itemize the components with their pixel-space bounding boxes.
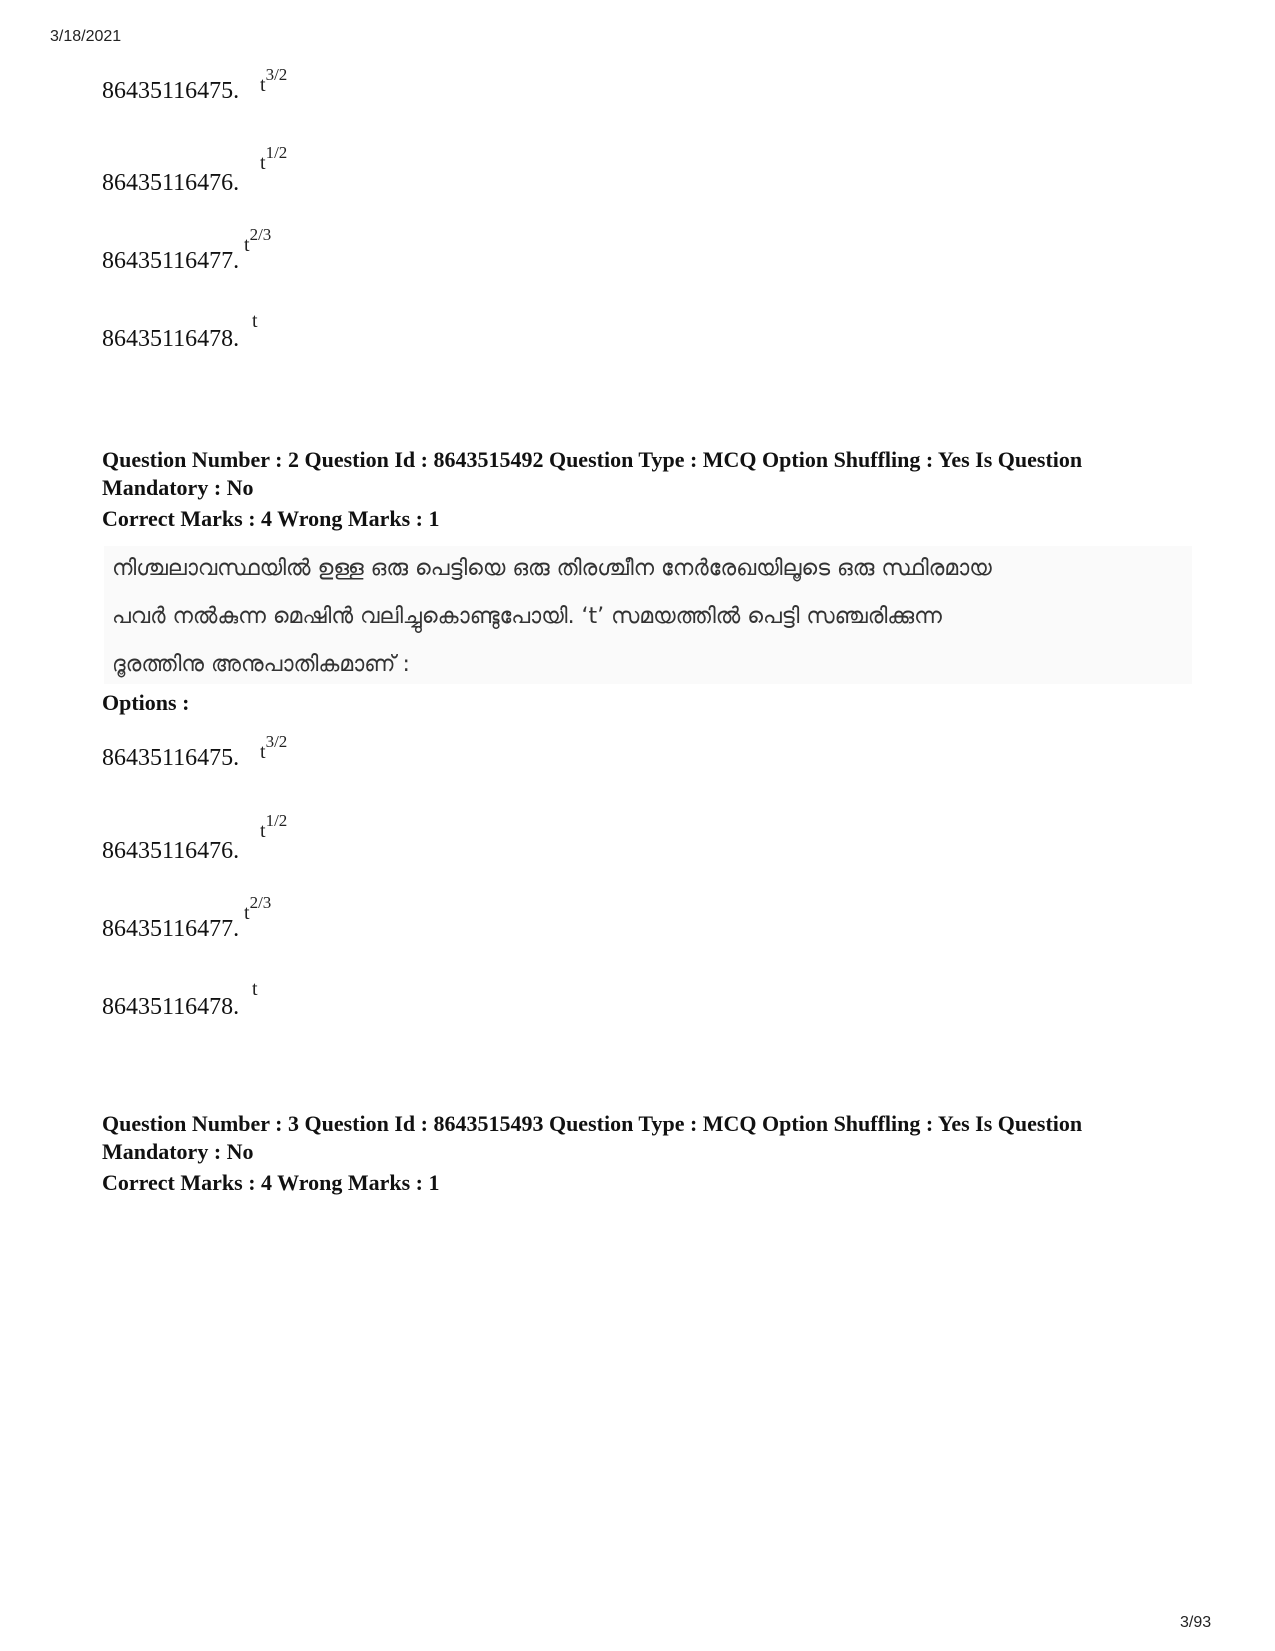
option-math: $t^{1/2}$ [260,143,288,174]
option-math: $t^{3/2}$ [260,732,288,763]
option-id: 86435116477. [102,248,240,274]
options-label: Options : [102,690,190,715]
option-id: 86435116476. [102,170,240,196]
option-math: t [252,978,258,1000]
option-id: 86435116478. [102,994,240,1020]
option-math: t [252,310,258,332]
option-id: 86435116475. [102,745,240,771]
question-2-header: Question Number : 2 Question Id : 8643515492 Question Type : MCQ Option Shuffling : Yes Is Question Mandatory : No [102,447,1083,500]
option-math: $t^{2/3}$ [244,893,272,924]
question-text-line: ദൂരത്തിനു അനുപാതികമാണ് : [112,652,410,677]
question-text-line: നിശ്ചലാവസ്ഥയിൽ ഉള്ള ഒരു പെട്ടിയെ ഒരു തിരശ്ചീന നേർരേഖയിലൂടെ ഒരു സ്ഥിരമായ [112,556,992,581]
page-number: 3/93 [1180,1614,1212,1631]
option-math: $t^{2/3}$ [244,225,272,256]
print-date: 3/18/2021 [50,28,122,45]
question-2-marks: Correct Marks : 4 Wrong Marks : 1 [102,506,440,531]
option-id: 86435116476. [102,838,240,864]
option-id: 86435116478. [102,326,240,352]
option-math: $t^{1/2}$ [260,811,288,842]
question-3-header: Question Number : 3 Question Id : 8643515493 Question Type : MCQ Option Shuffling : Yes Is Question Mandatory : No [102,1111,1083,1164]
option-math: $t^{3/2}$ [260,65,288,96]
question-3-marks: Correct Marks : 4 Wrong Marks : 1 [102,1170,440,1195]
option-id: 86435116477. [102,916,240,942]
question-text-line: പവർ നൽകുന്ന മെഷിൻ വലിച്ചുകൊണ്ടുപോയി. ‘t’ സമയത്തിൽ പെട്ടി സഞ്ചരിക്കുന്ന [112,604,942,629]
question-2-text-image [104,546,1192,684]
option-id: 86435116475. [102,78,240,104]
